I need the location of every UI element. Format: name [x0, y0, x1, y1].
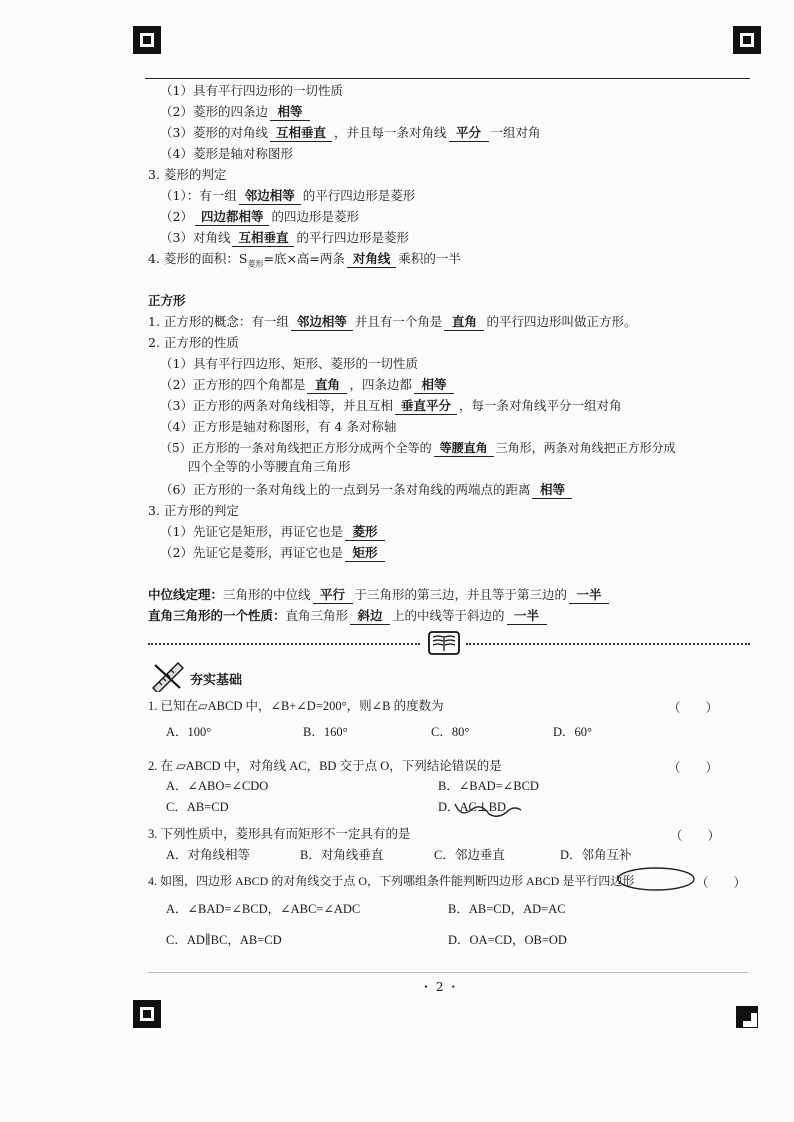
- blank-answer: 相等: [270, 104, 310, 121]
- blank-answer: 等腰直角: [434, 440, 494, 457]
- square-judge-heading: 3. 正方形的判定: [148, 503, 239, 518]
- page-number: ・ 2 ・: [420, 980, 460, 994]
- section-title: 夯实基础: [190, 673, 243, 688]
- rhombus-judge-heading: 3. 菱形的判定: [148, 167, 227, 182]
- blank-answer: 矩形: [345, 545, 385, 562]
- blank-answer: 一半: [507, 608, 547, 625]
- rhombus-prop-2: （2）菱形的四条边 相等: [160, 104, 312, 121]
- square-prop-5: （5）正方形的一条对角线把正方形分成两个全等的 等腰直角 三角形，两条对角线把正方形分成: [160, 441, 676, 455]
- blank-answer: 垂直平分: [395, 398, 457, 415]
- option-d[interactable]: D．AC⊥BD: [438, 800, 507, 814]
- right-triangle-property: 直角三角形的一个性质：直角三角形 斜边 上的中线等于斜边的 一半: [148, 608, 549, 625]
- blank-answer: 邻边相等: [239, 188, 301, 205]
- blank-answer: 相等: [532, 482, 572, 499]
- square-props-heading: 2. 正方形的性质: [148, 335, 239, 350]
- option-a[interactable]: A．∠BAD=∠BCD，∠ABC=∠ADC: [166, 902, 361, 916]
- blank-answer: 一半: [569, 587, 609, 604]
- square-title: 正方形: [148, 293, 186, 308]
- option-c[interactable]: C．邻边垂直: [434, 848, 505, 862]
- blank-answer: 邻边相等: [291, 314, 353, 331]
- blank-answer: 互相垂直: [232, 230, 294, 247]
- blank-answer: 直角: [444, 314, 484, 331]
- rhombus-prop-4: （4）菱形是轴对称图形: [160, 146, 293, 161]
- blank-answer: 相等: [414, 377, 454, 394]
- option-d[interactable]: D．60°: [553, 725, 593, 739]
- square-judge-2: （2）先证它是菱形，再证它也是 矩形: [160, 545, 387, 562]
- square-prop-3: （3）正方形的两条对角线相等，并且互相 垂直平分 ，每一条对角线平分一组对角: [160, 398, 622, 413]
- blank-answer: 平分: [449, 125, 489, 142]
- question-1-stem: 1. 已知在▱ABCD 中，∠B+∠D=200°，则∠B 的度数为: [148, 699, 444, 713]
- blank-answer: 斜边: [350, 608, 390, 625]
- ruler-pencil-icon: [150, 660, 186, 692]
- book-icon: [428, 631, 460, 655]
- question-3-answer-box[interactable]: （ ）: [670, 828, 721, 843]
- square-prop-6: （6）正方形的一条对角线上的一点到另一条对角线的两端点的距离 相等: [160, 482, 574, 499]
- option-d[interactable]: D．OA=CD，OB=OD: [448, 933, 567, 947]
- blank-answer: 四边都相等: [195, 209, 270, 226]
- option-b[interactable]: B．∠BAD=∠BCD: [438, 779, 539, 793]
- handwritten-circle-mark: [614, 864, 698, 894]
- question-4-stem: 4. 如图，四边形 ABCD 的对角线交于点 O，下列哪组条件能判断四边形 ABCD 是平行四边形: [148, 874, 635, 888]
- option-b[interactable]: B．AB=CD，AD=AC: [448, 902, 566, 916]
- square-prop-1: （1）具有平行四边形、矩形、菱形的一切性质: [160, 356, 418, 371]
- midline-theorem: 中位线定理：三角形的中位线 平行 于三角形的第三边，并且等于第三边的 一半: [148, 587, 611, 604]
- rhombus-judge-1: （1）：有一组 邻边相等 的平行四边形是菱形: [160, 188, 416, 203]
- rhombus-prop-3: （3）菱形的对角线 互相垂直 ，并且每一条对角线 平分 一组对角: [160, 125, 541, 140]
- question-1-answer-box[interactable]: （ ）: [668, 700, 719, 715]
- option-a[interactable]: A．∠ABO=∠CDO: [166, 779, 269, 793]
- dotted-separator-left: [148, 643, 420, 645]
- dotted-separator-right: [466, 643, 750, 645]
- handwritten-squiggle-mark: [453, 800, 523, 820]
- option-b[interactable]: B．160°: [303, 725, 348, 739]
- option-a[interactable]: A．对角线相等: [166, 848, 251, 862]
- square-prop-4: （4）正方形是轴对称图形，有 4 条对称轴: [160, 419, 397, 434]
- square-prop-5-cont: 四个全等的小等腰直角三角形: [188, 459, 351, 474]
- option-d[interactable]: D．邻角互补: [560, 848, 632, 862]
- question-2-stem: 2. 在 ▱ABCD 中，对角线 AC，BD 交于点 O，下列结论错误的是: [148, 759, 502, 773]
- option-c[interactable]: C．AB=CD: [166, 800, 229, 814]
- square-judge-1: （1）先证它是矩形，再证它也是 菱形: [160, 524, 387, 541]
- rhombus-prop-1: （1）具有平行四边形的一切性质: [160, 83, 343, 98]
- blank-answer: 菱形: [345, 524, 385, 541]
- rhombus-judge-2: （2） 四边都相等 的四边形是菱形: [160, 209, 359, 224]
- footer-separator: [148, 972, 748, 973]
- blank-answer: 对角线: [347, 251, 397, 268]
- option-c[interactable]: C．AD∥BC，AB=CD: [166, 933, 282, 947]
- page-content: [148, 0, 758, 1122]
- square-definition: 1. 正方形的概念：有一组 邻边相等 并且有一个角是 直角 的平行四边形叫做正方形。: [148, 314, 637, 329]
- blank-answer: 直角: [307, 377, 347, 394]
- rhombus-area: 4. 菱形的面积：$S_{菱形}=$底×高=两条 对角线 乘积的一半: [148, 251, 461, 269]
- option-b[interactable]: B．对角线垂直: [300, 848, 384, 862]
- square-prop-2: （2）正方形的四个角都是 直角 ，四条边都 相等: [160, 377, 456, 394]
- question-2-answer-box[interactable]: （ ）: [668, 760, 719, 775]
- rhombus-judge-3: （3）对角线 互相垂直 的平行四边形是菱形: [160, 230, 409, 245]
- option-a[interactable]: A．100°: [166, 725, 212, 739]
- question-4-answer-box[interactable]: （ ）: [696, 875, 747, 890]
- blank-answer: 互相垂直: [270, 125, 332, 142]
- question-3-stem: 3. 下列性质中，菱形具有而矩形不一定具有的是: [148, 827, 411, 841]
- blank-answer: 平行: [313, 587, 353, 604]
- option-c[interactable]: C．80°: [431, 725, 470, 739]
